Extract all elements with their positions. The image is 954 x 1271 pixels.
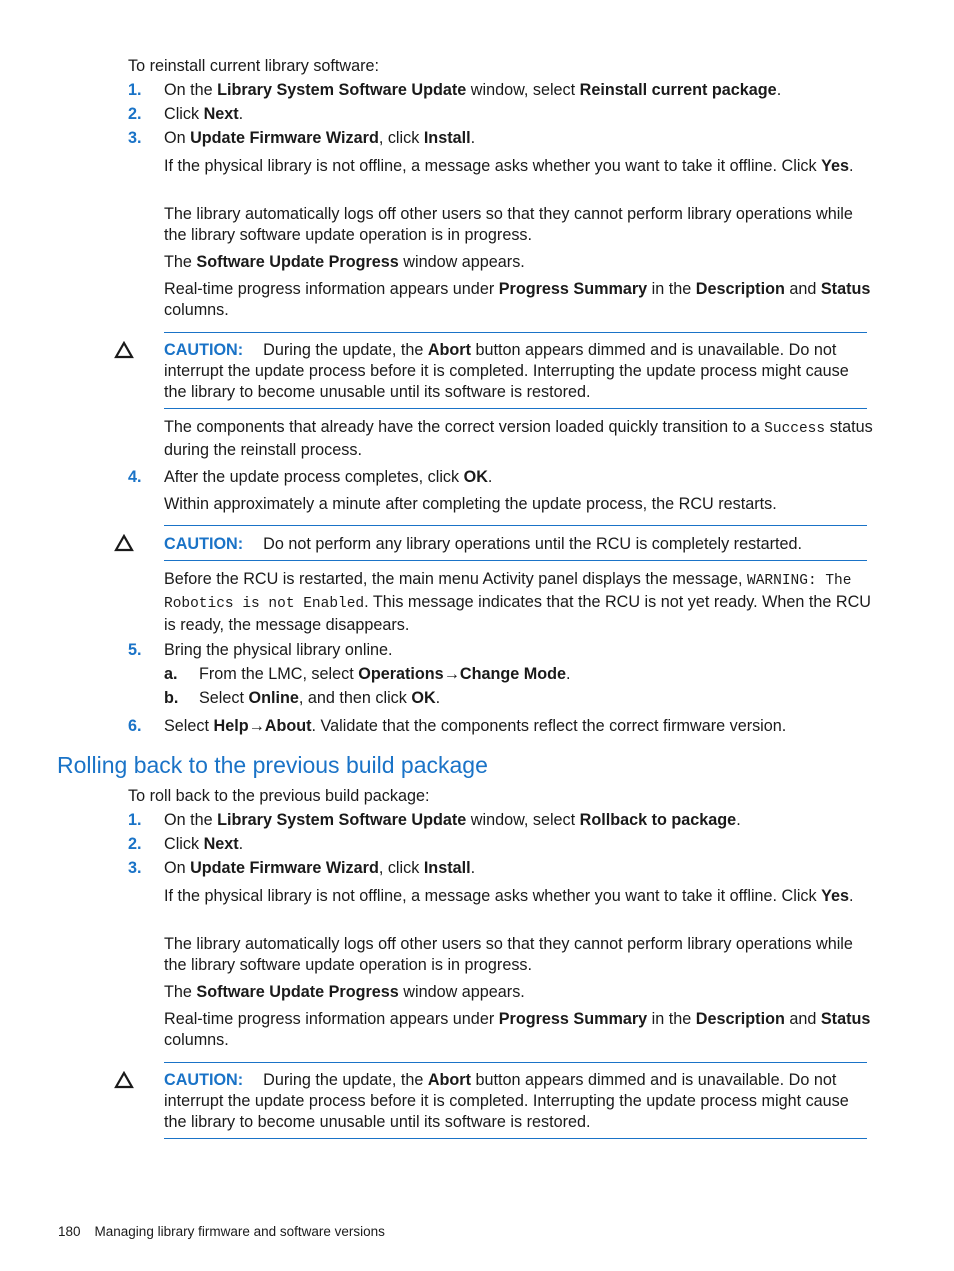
step-text: On Update Firmware Wizard, click Install. [164, 129, 476, 147]
step-text: On the Library System Software Update window, select Rollback to package. [164, 811, 741, 829]
paragraph-window: The Software Update Progress window appears. [164, 983, 525, 1001]
step-number: 1. [128, 811, 142, 829]
page-footer [58, 1223, 385, 1241]
paragraph-logoff: The library automatically logs off other users so that they cannot perform library operations while the library software update operation is in progress. [164, 205, 853, 244]
substep-text: From the LMC, select Operations→Change Mode. [199, 665, 571, 683]
step-text: After the update process completes, click OK. [164, 468, 493, 486]
divider [164, 525, 867, 526]
paragraph-window: The Software Update Progress window appears. [164, 253, 525, 271]
caution-icon [114, 534, 134, 552]
paragraph-realtime: Real-time progress information appears under Progress Summary in the Description and Status columns. [164, 280, 871, 319]
step-text: On Update Firmware Wizard, click Install. [164, 859, 476, 877]
page-number: 180 [58, 1224, 81, 1239]
paragraph-offline: If the physical library is not offline, a message asks whether you want to take it offline. Click Yes. [164, 887, 854, 905]
step-number: 4. [128, 468, 142, 486]
caution-label: CAUTION: [164, 1071, 244, 1089]
footer-title: Managing library firmware and software versions [94, 1224, 385, 1239]
intro-text: To roll back to the previous build package: [128, 787, 430, 805]
paragraph-offline: If the physical library is not offline, a message asks whether you want to take it offline. Click Yes. [164, 157, 854, 175]
caution-label: CAUTION: [164, 341, 244, 359]
caution-icon [114, 1071, 134, 1089]
caution-text: CAUTION: During the update, the Abort button appears dimmed and is unavailable. Do not interrupt the update process before it is completed. Interrupting the update process might cause the library to become unusable until its software is restored. [164, 1071, 849, 1131]
step-text: Bring the physical library online. [164, 641, 393, 659]
step-text: Select Help→About. Validate that the components reflect the correct firmware version. [164, 717, 787, 735]
step-number: 5. [128, 641, 142, 659]
step-number: 2. [128, 105, 142, 123]
step-number: 6. [128, 717, 142, 735]
divider [164, 560, 867, 561]
substep-letter: a. [164, 665, 178, 683]
section-heading: Rolling back to the previous build package [57, 752, 488, 778]
intro-text: To reinstall current library software: [128, 57, 379, 75]
paragraph-before-restart: Before the RCU is restarted, the main menu Activity panel displays the message, WARNING: The Robotics is not Enabled. This message indicates that the RCU is not yet ready. When the RCU is ready, the message disappears. [164, 570, 871, 634]
step-number: 2. [128, 835, 142, 853]
step-number: 3. [128, 129, 142, 147]
divider [164, 332, 867, 333]
caution-label: CAUTION: [164, 535, 244, 553]
paragraph-logoff: The library automatically logs off other users so that they cannot perform library operations while the library software update operation is in progress. [164, 935, 853, 974]
step-number: 3. [128, 859, 142, 877]
paragraph-rcu: Within approximately a minute after completing the update process, the RCU restarts. [164, 495, 777, 513]
step-number: 1. [128, 81, 142, 99]
step-text: On the Library System Software Update window, select Reinstall current package. [164, 81, 782, 99]
divider [164, 1062, 867, 1063]
code-text: Success [764, 421, 826, 437]
caution-text: CAUTION: Do not perform any library operations until the RCU is completely restarted. [164, 535, 803, 553]
code-text: WARNING: The Robotics is not Enabled [164, 573, 852, 612]
step-text: Click Next. [164, 835, 244, 853]
divider [164, 408, 867, 409]
substep-letter: b. [164, 689, 179, 707]
step-text: Click Next. [164, 105, 244, 123]
paragraph-realtime: Real-time progress information appears under Progress Summary in the Description and Status columns. [164, 1010, 871, 1049]
caution-icon [114, 341, 134, 359]
substep-text: Select Online, and then click OK. [199, 689, 441, 707]
divider [164, 1138, 867, 1139]
paragraph-components: The components that already have the correct version loaded quickly transition to a Success status during the reinstall process. [164, 418, 873, 459]
caution-text: CAUTION: During the update, the Abort button appears dimmed and is unavailable. Do not interrupt the update process before it is completed. Interrupting the update process might cause the library to become unusable until its software is restored. [164, 341, 849, 401]
